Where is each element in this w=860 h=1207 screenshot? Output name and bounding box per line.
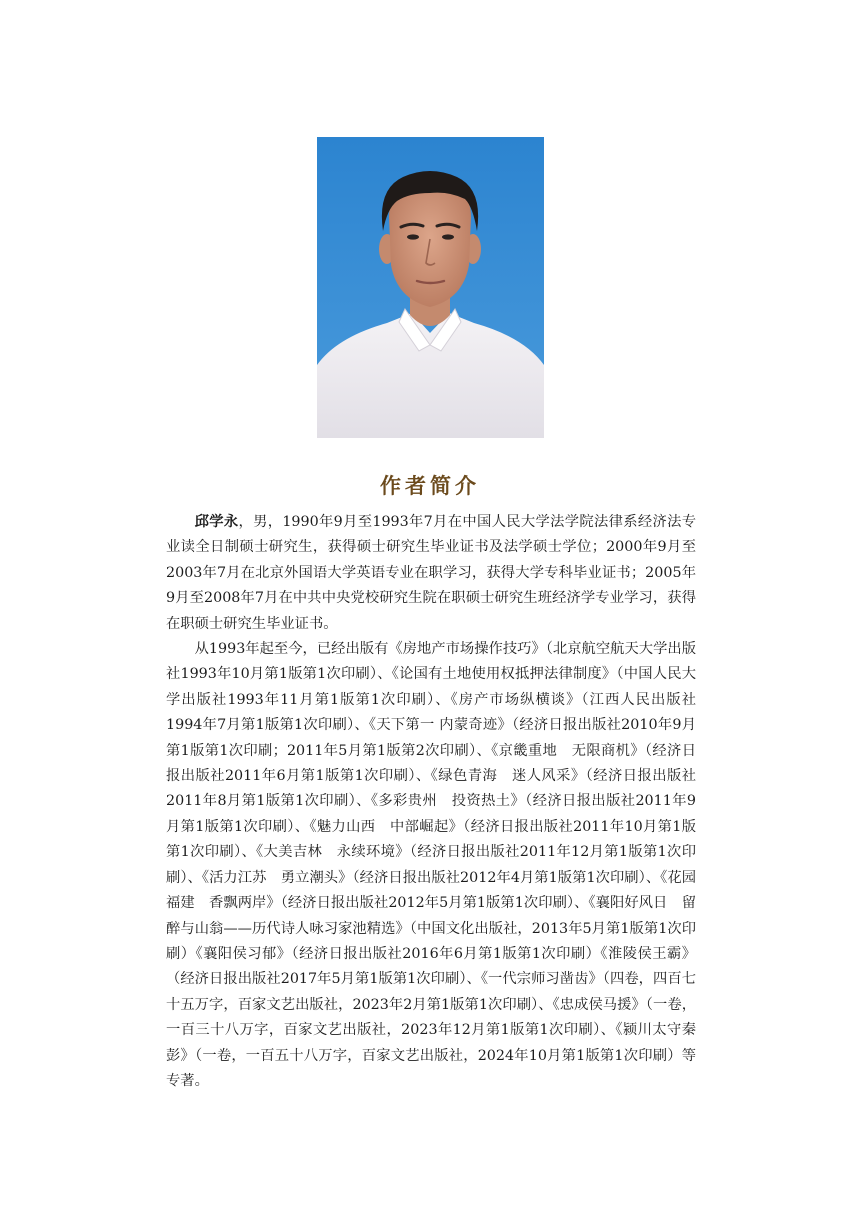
author-portrait: [317, 137, 544, 438]
bio-paragraph-education: [166, 510, 696, 637]
author-bio: [166, 510, 696, 1094]
portrait-illustration: [317, 137, 544, 438]
education-text: ，男，1990年9月至1993年7月在中国人民大学法学院法律系经济法专业读全日制硕士研究生，获得硕士研究生毕业证书及法学硕士学位；2000年9月至2003年7月在北京外国语大学英语专业在职学习，获得大学专科毕业证书；2005年9月至2008年7月在中共中央党校研究生院在职硕士研究生班经济学专业学习，获得在职硕士研究生毕业证书。: [166, 514, 696, 632]
page-title: 作者简介: [380, 473, 480, 498]
bio-paragraph-works: 从1993年起至今，已经出版有《房地产市场操作技巧》（北京航空航天大学出版社1993年10月第1版第1次印刷）、《论国有土地使用权抵押法律制度》（中国人民大学出版社1993年11月第1版第1次印刷）、《房产市场纵横谈》（江西人民出版社1994年7月第1版第1次印刷）、《天下第一 内蒙奇迹》（经济日报出版社2010年9月第1版第1次印刷；2011年5月第1版第2次印刷）、《京畿重地 无限商机》（经济日报出版社2011年6月第1版第1次印刷）、《绿色青海 迷人风采》（经济日报出版社2011年8月第1版第1次印刷）、《多彩贵州 投资热土》（经济日报出版社2011年9月第1版第1次印刷）、《魅力山西 中部崛起》（经济日报出版社2011年10月第1版第1次印刷）、《大美吉林 永续环境》（经济日报出版社2011年12月第1版第1次印刷）、《活力江苏 勇立潮头》（经济日报出版社2012年4月第1版第1次印刷）、《花园福建 香飘两岸》（经济日报出版社2012年5月第1版第1次印刷）、《襄阳好风日 留醉与山翁——历代诗人咏习家池精选》（中国文化出版社，2013年5月第1版第1次印刷）《襄阳侯习郁》（经济日报出版社2016年6月第1版第1次印刷）《淮陵侯王霸》（经济日报出版社2017年5月第1版第1次印刷）、《一代宗师习凿齿》（四卷，四百七十五万字，百家文艺出版社，2023年2月第1版第1次印刷）、《忠成侯马援》（一卷，一百三十八万字，百家文艺出版社，2023年12月第1版第1次印刷）、《颍川太守秦彭》（一卷，一百五十八万字，百家文艺出版社，2024年10月第1版第1次印刷）等专著。: [166, 641, 696, 1089]
author-name: 邱学永: [194, 514, 239, 530]
